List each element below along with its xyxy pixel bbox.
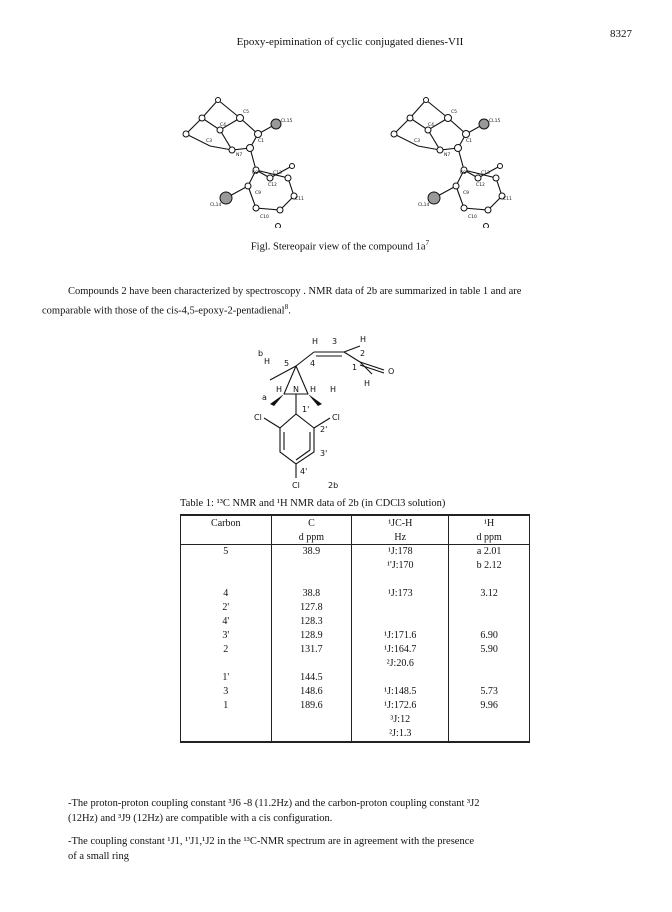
stereo-left-label: C12	[268, 183, 277, 188]
stereo-right-label: N7	[444, 153, 451, 158]
cell-coupling: ¹J:148.5	[352, 685, 449, 699]
table-row	[181, 545, 530, 560]
nmr-data-table	[180, 514, 530, 743]
structure-label: N	[293, 385, 299, 394]
stereo-left-label: C1	[258, 139, 265, 144]
structure-label: a	[262, 393, 267, 402]
body-paragraph	[42, 284, 622, 319]
structure-bonds	[264, 346, 384, 478]
cell-h-shift	[449, 601, 530, 615]
stereo-left-label: C9	[255, 191, 262, 196]
cell-carbon: 1'	[181, 671, 272, 685]
cell-coupling: ¹J:178	[352, 545, 449, 560]
cell-carbon	[181, 713, 272, 727]
cell-carbon: 3	[181, 685, 272, 699]
cell-c-shift: 128.3	[271, 615, 352, 629]
note-line: -The proton-proton coupling constant ³J6 -8 (11.2Hz) and the carbon-proton coupling constant ³J2	[68, 798, 480, 809]
header-unit: Hz	[352, 530, 449, 545]
cell-coupling: ¹J:172.6	[352, 699, 449, 713]
stereo-right-label: C4	[428, 123, 435, 128]
stereo-right-label: C1	[466, 139, 473, 144]
figure-caption-text: Figl. Stereopair view of the compound 1a	[250, 241, 426, 253]
structure-label: H	[312, 337, 319, 346]
note-line: (12Hz) and ³J9 (12Hz) are compatible with a cis configuration.	[68, 813, 333, 824]
structure-label: 3	[332, 337, 338, 346]
stereo-right-label: C5	[451, 110, 458, 115]
cell-c-shift	[271, 559, 352, 573]
table-row	[181, 615, 530, 629]
stereo-right-label: CL14	[418, 203, 430, 208]
cell-h-shift: b 2.12	[449, 559, 530, 573]
header-unit: d ppm	[271, 530, 352, 545]
stereo-left-label: C3	[206, 139, 213, 144]
cell-h-shift	[449, 657, 530, 671]
stereo-right-label: C9	[463, 191, 470, 196]
stereo-left-label: CL15	[281, 119, 293, 124]
cell-c-shift	[271, 657, 352, 671]
cell-h-shift: 3.12	[449, 587, 530, 601]
cell-c-shift: 38.8	[271, 587, 352, 601]
cell-carbon: 4	[181, 587, 272, 601]
cell-coupling: ¹J:173	[352, 587, 449, 601]
note-line: -The coupling constant ¹J1, ¹'J1,¹J2 in the ¹³C-NMR spectrum are in agreement with the presence	[68, 836, 475, 847]
structure-label: H	[310, 385, 317, 394]
stereo-left-label: CL14	[210, 203, 222, 208]
table-row	[181, 699, 530, 713]
cell-h-shift: 9.96	[449, 699, 530, 713]
cell-carbon	[181, 657, 272, 671]
structure-label: H	[276, 385, 283, 394]
stereopair-figure	[140, 78, 540, 228]
structure-2b	[240, 330, 440, 490]
cell-carbon: 3'	[181, 629, 272, 643]
cell-coupling: ³J:12	[352, 713, 449, 727]
cell-h-shift	[449, 713, 530, 727]
paragraph-end: .	[288, 305, 291, 317]
table-row	[181, 629, 530, 643]
stereo-left-label: C10	[260, 215, 269, 220]
compound-label: 2b	[328, 481, 339, 490]
cell-c-shift: 131.7	[271, 643, 352, 657]
note-small-ring	[68, 834, 628, 864]
cell-h-shift	[449, 671, 530, 685]
cell-coupling: ¹J:164.7	[352, 643, 449, 657]
header-unit	[181, 530, 272, 545]
cell-c-shift	[271, 573, 352, 587]
cell-h-shift	[449, 573, 530, 587]
note-line: of a small ring	[68, 851, 129, 862]
table-row	[181, 587, 530, 601]
cell-c-shift: 189.6	[271, 699, 352, 713]
table-row	[181, 727, 530, 742]
table-row	[181, 573, 530, 587]
structure-label: H	[364, 379, 371, 388]
table-row	[181, 671, 530, 685]
table-row	[181, 685, 530, 699]
cell-coupling	[352, 671, 449, 685]
paragraph-ref: 8	[284, 302, 289, 311]
structure-label: H	[330, 385, 337, 394]
cell-coupling: ²J:20.6	[352, 657, 449, 671]
cell-c-shift	[271, 713, 352, 727]
structure-labels	[254, 335, 394, 490]
cell-carbon	[181, 573, 272, 587]
header-h: ¹H	[449, 515, 530, 530]
stereo-left-label: C8	[252, 171, 259, 176]
cell-c-shift: 148.6	[271, 685, 352, 699]
paragraph-line: Compounds 2 have been characterized by spectroscopy . NMR data of 2b are summarized in table 1 and are	[68, 286, 522, 297]
structure-label: 4'	[300, 467, 308, 476]
cell-coupling: ²J:1.3	[352, 727, 449, 742]
structure-label: O	[388, 367, 395, 376]
table-row	[181, 559, 530, 573]
cell-h-shift: 5.90	[449, 643, 530, 657]
structure-label: 2	[360, 349, 366, 358]
structure-label: 1'	[302, 405, 310, 414]
stereo-left-label: C11	[295, 197, 304, 202]
stereo-right-atoms	[391, 98, 505, 229]
table-row	[181, 643, 530, 657]
stereo-right-label: C12	[476, 183, 485, 188]
table-row	[181, 657, 530, 671]
cell-coupling	[352, 601, 449, 615]
cell-coupling: ¹J:171.6	[352, 629, 449, 643]
cell-h-shift: 5.73	[449, 685, 530, 699]
structure-label: 5	[284, 359, 290, 368]
cell-c-shift: 38.9	[271, 545, 352, 560]
notes	[68, 796, 628, 872]
structure-label: H	[360, 335, 367, 344]
stereo-left-label: C5	[243, 110, 250, 115]
header-unit: d ppm	[449, 530, 530, 545]
stereo-right-label: CL15	[489, 119, 501, 124]
structure-label: 3'	[320, 449, 328, 458]
cell-coupling: ¹'J:170	[352, 559, 449, 573]
cell-c-shift	[271, 727, 352, 742]
header-c: C	[271, 515, 352, 530]
cell-h-shift	[449, 615, 530, 629]
paragraph-line	[42, 299, 622, 319]
figure-caption-ref: 7	[425, 238, 430, 247]
stereo-right-label: C10	[468, 215, 477, 220]
cell-c-shift: 144.5	[271, 671, 352, 685]
cell-c-shift: 127.8	[271, 601, 352, 615]
stereo-left-label: N7	[236, 153, 243, 158]
table-header-row	[181, 530, 530, 545]
cell-h-shift: 6.90	[449, 629, 530, 643]
cell-coupling	[352, 615, 449, 629]
table-row	[181, 601, 530, 615]
cell-h-shift: a 2.01	[449, 545, 530, 560]
stereo-left-atoms	[183, 98, 297, 229]
structure-label: Cl	[292, 481, 300, 490]
structure-label: 4	[310, 359, 316, 368]
stereo-right-label: C3	[414, 139, 421, 144]
cell-c-shift: 128.9	[271, 629, 352, 643]
cell-carbon: 2	[181, 643, 272, 657]
cell-carbon	[181, 559, 272, 573]
header-jch: ¹JC-H	[352, 515, 449, 530]
page-number: 8327	[610, 28, 632, 40]
cell-carbon: 5	[181, 545, 272, 560]
structure-label: b	[258, 349, 264, 358]
stereo-left-label: C13	[273, 171, 282, 176]
cell-carbon	[181, 727, 272, 742]
stereo-left-label: C4	[220, 123, 227, 128]
note-cis-configuration	[68, 796, 628, 826]
running-title: Epoxy-epimination of cyclic conjugated dienes-VII	[236, 36, 464, 48]
stereo-right-label: C8	[460, 171, 467, 176]
header-carbon: Carbon	[181, 515, 272, 530]
structure-label: 2'	[320, 425, 328, 434]
stereo-atom-labels	[206, 109, 512, 220]
cell-carbon: 1	[181, 699, 272, 713]
cell-coupling	[352, 573, 449, 587]
structure-label: 1	[352, 363, 358, 372]
structure-label: Cl	[332, 413, 340, 422]
structure-label: Cl	[254, 413, 262, 422]
table-row	[181, 713, 530, 727]
cell-h-shift	[449, 727, 530, 742]
figure-caption	[140, 238, 540, 253]
paragraph-text: comparable with those of the cis-4,5-epoxy-2-pentadienal	[42, 305, 285, 317]
stereo-right-label: C13	[481, 171, 490, 176]
cell-carbon: 4'	[181, 615, 272, 629]
table-header-row	[181, 515, 530, 530]
stereo-right-label: C11	[503, 197, 512, 202]
table-caption: Table 1: ¹³C NMR and ¹H NMR data of 2b (in CDCl3 solution)	[180, 498, 446, 509]
cell-carbon: 2'	[181, 601, 272, 615]
structure-label: H	[264, 357, 271, 366]
